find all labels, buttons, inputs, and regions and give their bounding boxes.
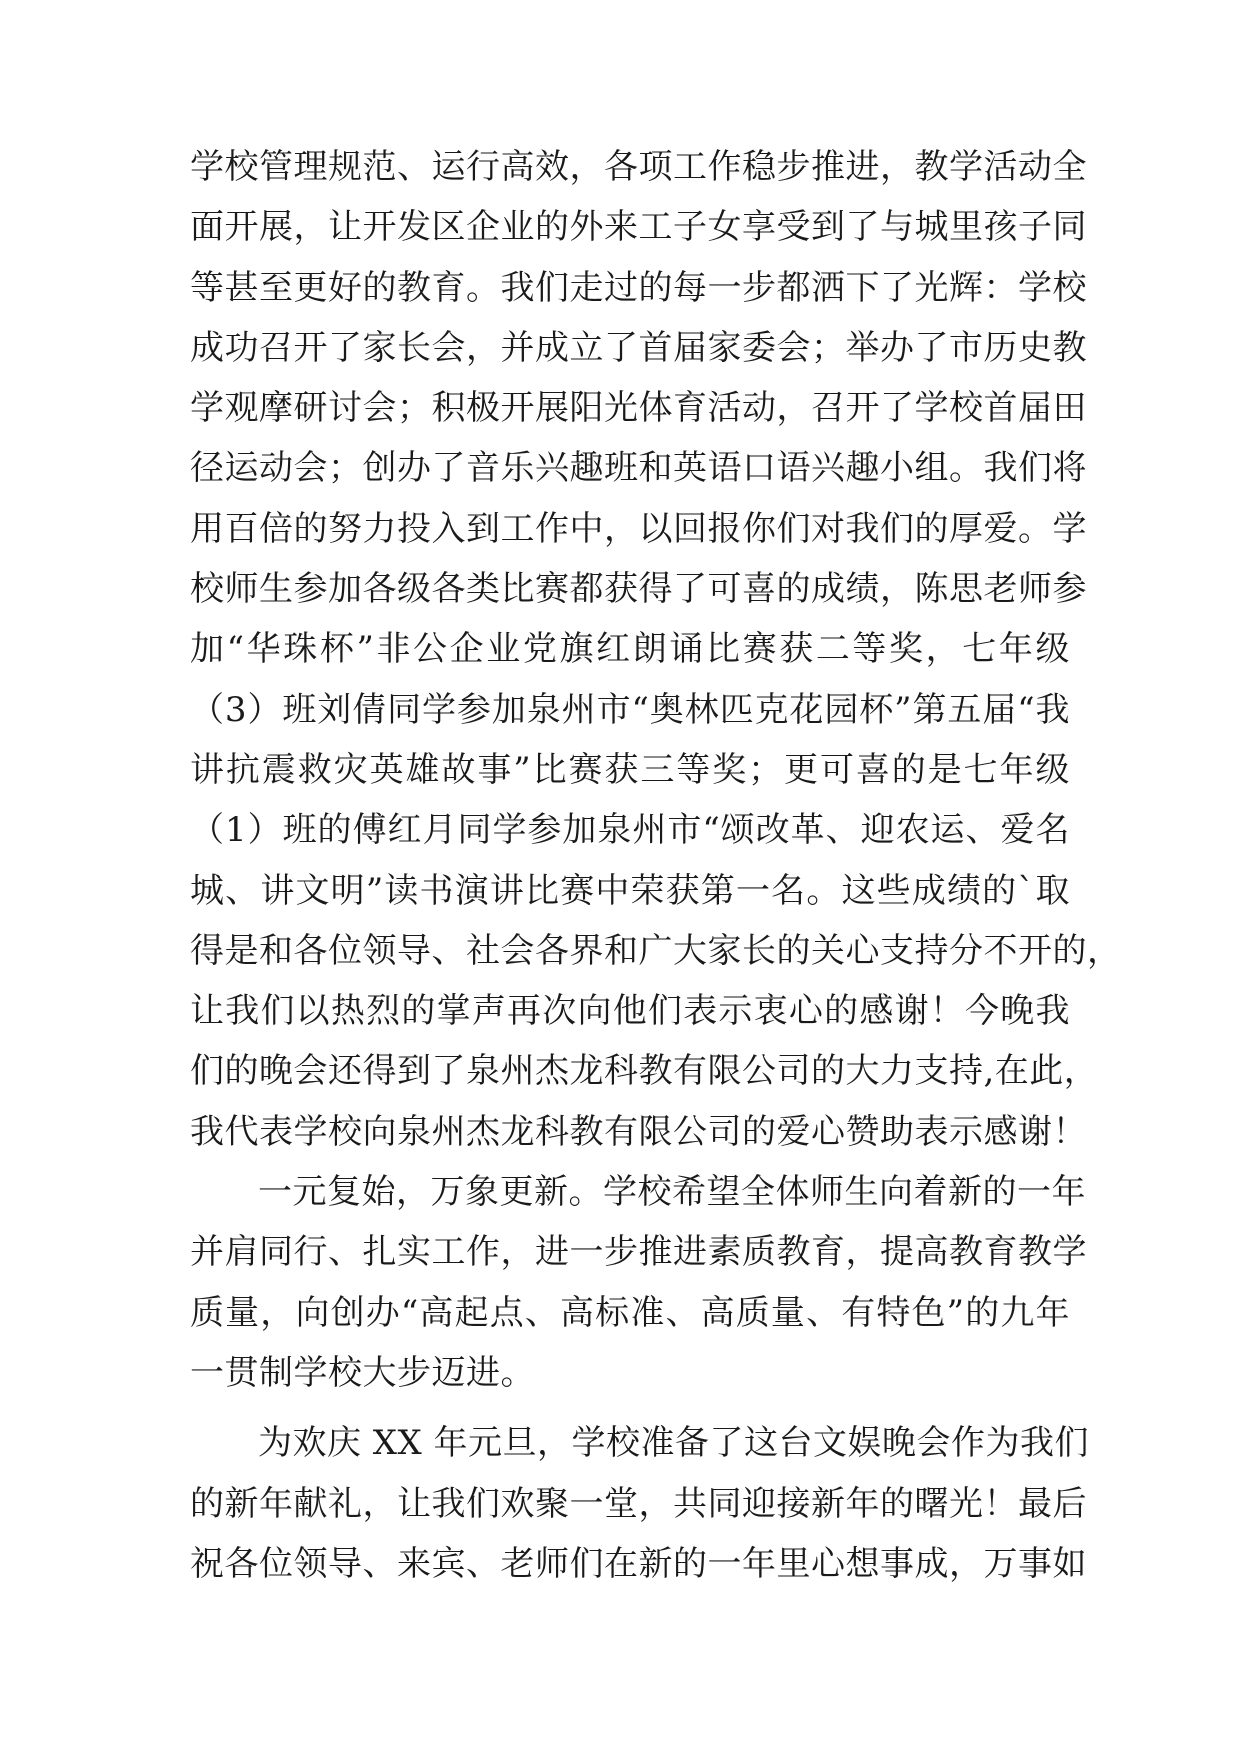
text-line: 学观摩研讨会；积极开展阳光体育活动，召开了学校首届田 <box>190 388 1087 429</box>
text-line: 等甚至更好的教育。我们走过的每一步都洒下了光辉：学校 <box>190 267 1087 308</box>
text-line: 的新年献礼，让我们欢聚一堂，共同迎接新年的曙光！最后 <box>190 1483 1087 1524</box>
text-line: 们的晚会还得到了泉州杰龙科教有限公司的大力支持,在此， <box>190 1051 1099 1092</box>
paragraph-first-line: 为欢庆 XX 年元旦，学校准备了这台文娱晚会作为我们 <box>258 1423 1090 1464</box>
text-line: 我代表学校向泉州杰龙科教有限公司的爱心赞助表示感谢！ <box>190 1111 1087 1152</box>
body-text <box>190 137 1122 1594</box>
text-line: 让我们以热烈的掌声再次向他们表示衷心的感谢！今晚我 <box>190 991 1070 1032</box>
text-line: 成功召开了家长会，并成立了首届家委会；举办了市历史教 <box>190 327 1087 368</box>
text-line: 得是和各位领导、社会各界和广大家长的关心支持分不开的， <box>190 930 1122 971</box>
text-line: 校师生参加各级各类比赛都获得了可喜的成绩，陈思老师参 <box>190 569 1087 610</box>
text-line: （3）班刘倩同学参加泉州市“奥林匹克花园杯”第五届“我 <box>190 689 1070 730</box>
text-line: 面开展，让开发区企业的外来工子女享受到了与城里孩子同 <box>190 207 1087 248</box>
text-line: 城、讲文明”读书演讲比赛中荣获第一名。这些成绩的`取 <box>190 870 1070 911</box>
text-line: 加“华珠杯”非公企业党旗红朗诵比赛获二等奖，七年级 <box>190 629 1070 670</box>
text-line: 祝各位领导、来宾、老师们在新的一年里心想事成，万事如 <box>190 1543 1087 1584</box>
text-line: 一贯制学校大步迈进。 <box>190 1352 535 1393</box>
text-line: 用百倍的努力投入到工作中，以回报你们对我们的厚爱。学 <box>190 508 1087 549</box>
text-line: 讲抗震救灾英雄故事”比赛获三等奖；更可喜的是七年级 <box>190 749 1070 790</box>
text-line: 质量，向创办“高起点、高标准、高质量、有特色”的九年 <box>190 1292 1070 1333</box>
text-line: （1）班的傅红月同学参加泉州市“颂改革、迎农运、爱名 <box>190 810 1070 851</box>
text-line: 学校管理规范、运行高效，各项工作稳步推进，教学活动全 <box>190 147 1087 187</box>
paragraph-first-line: 一元复始，万象更新。学校希望全体师生向着新的一年 <box>258 1172 1086 1213</box>
text-line: 径运动会；创办了音乐兴趣班和英语口语兴趣小组。我们将 <box>190 448 1087 489</box>
text-line: 并肩同行、扎实工作，进一步推进素质教育，提高教育教学 <box>190 1232 1087 1273</box>
